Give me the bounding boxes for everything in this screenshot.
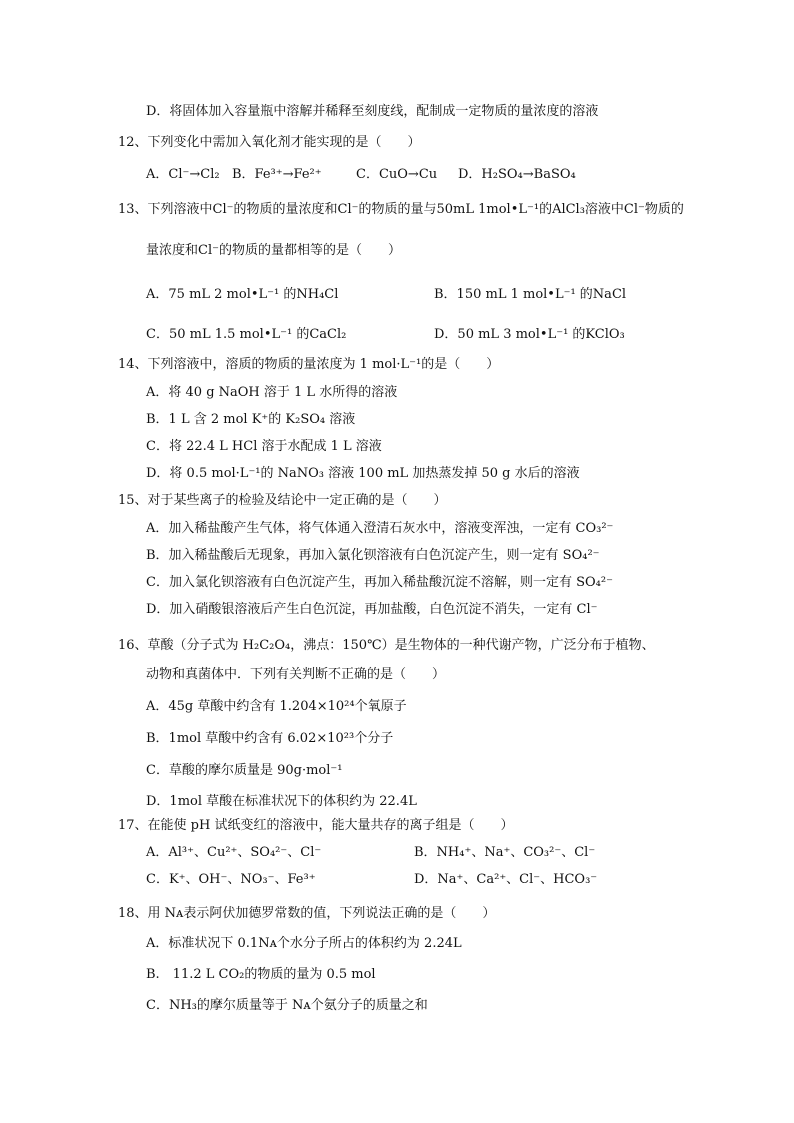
q17-option-d: D．Na⁺、Ca²⁺、Cl⁻、HCO₃⁻ [414,872,598,887]
q12-stem: 12、下列变化中需加入氧化剂才能实现的是（ ） [118,135,421,150]
q15-option-d: D．加入硝酸银溶液后产生白色沉淀，再加盐酸，白色沉淀不消失，一定有 Cl⁻ [146,602,598,617]
q17-options-row2 [146,871,597,889]
q12-option-a: A．Cl⁻→Cl₂ [146,167,220,182]
q15-option-a: A．加入稀盐酸产生气体，将气体通入澄清石灰水中，溶液变浑浊，一定有 CO₃²⁻ [146,521,614,536]
q13-option-b: B．150 mL 1 mol•L⁻¹ 的NaCl [434,287,627,302]
q18-option-c: C．NH₃的摩尔质量等于 Nᴀ个氨分子的质量之和 [146,998,428,1013]
q17-option-c: C．K⁺、OH⁻、NO₃⁻、Fe³⁺ [146,872,316,887]
q14-option-a: A．将 40 g NaOH 溶于 1 L 水所得的溶液 [146,385,398,400]
q13-option-c: C．50 mL 1.5 mol•L⁻¹ 的CaCl₂ [146,327,347,342]
q16-option-c: C．草酸的摩尔质量是 90g·mol⁻¹ [146,763,343,778]
q17-option-b: B．NH₄⁺、Na⁺、CO₃²⁻、Cl⁻ [414,845,596,860]
q14-stem: 14、下列溶液中，溶质的物质的量浓度为 1 mol·L⁻¹的是（ ） [118,357,500,372]
q13-option-a: A．75 mL 2 mol•L⁻¹ 的NH₄Cl [146,287,339,302]
q13-options-row1 [146,286,626,304]
q11-option-d: D．将固体加入容量瓶中溶解并稀释至刻度线，配制成一定物质的量浓度的溶液 [146,104,599,119]
q18-stem: 18、用 Nᴀ表示阿伏加德罗常数的值，下列说法正确的是（ ） [118,906,496,921]
q13-options-row2 [146,326,625,344]
q18-option-b: B. 11.2 L CO₂的物质的量为 0.5 mol [146,967,376,982]
q13-stem-line2: 量浓度和Cl⁻的物质的量都相等的是（ ） [146,243,401,258]
q12-option-c: C．CuO→Cu [356,167,438,182]
q12-option-d: D．H₂SO₄→BaSO₄ [458,167,576,182]
q18-option-a: A．标准状况下 0.1Nᴀ个水分子所占的体积约为 2.24L [146,936,462,951]
q14-option-b: B．1 L 含 2 mol K⁺的 K₂SO₄ 溶液 [146,412,356,427]
q17-stem: 17、在能使 pH 试纸变红的溶液中，能大量共存的离子组是（ ） [118,818,514,833]
q15-option-b: B．加入稀盐酸后无现象，再加入氯化钡溶液有白色沉淀产生，则一定有 SO₄²⁻ [146,548,600,563]
q15-stem: 15、对于某些离子的检验及结论中一定正确的是（ ） [118,493,447,508]
q16-stem-line1: 16、草酸（分子式为 H₂C₂O₄，沸点：150℃）是生物体的一种代谢产物，广泛分布于植物、 [118,638,655,653]
q12-options [146,166,576,184]
q14-option-c: C．将 22.4 L HCl 溶于水配成 1 L 溶液 [146,439,382,454]
q13-stem-line1: 13、下列溶液中Cl⁻的物质的量浓度和Cl⁻的物质的量与50mL 1mol•L⁻¹的AlCl₃溶液中Cl⁻物质的 [118,202,684,217]
q17-options-row1 [146,844,595,862]
q12-option-b: B．Fe³⁺→Fe²⁺ [232,167,322,182]
q14-option-d: D．将 0.5 mol·L⁻¹的 NaNO₃ 溶液 100 mL 加热蒸发掉 50 g 水后的溶液 [146,466,580,481]
q16-option-a: A．45g 草酸中约含有 1.204×10²⁴个氧原子 [146,699,407,714]
q16-option-d: D．1mol 草酸在标准状况下的体积约为 22.4L [146,794,417,809]
q13-option-d: D．50 mL 3 mol•L⁻¹ 的KClO₃ [434,327,625,342]
q17-option-a: A．Al³⁺、Cu²⁺、SO₄²⁻、Cl⁻ [146,845,322,860]
q16-stem-line2: 动物和真菌体中．下列有关判断不正确的是（ ） [146,667,446,682]
q15-option-c: C．加入氯化钡溶液有白色沉淀产生，再加入稀盐酸沉淀不溶解，则一定有 SO₄²⁻ [146,575,613,590]
q16-option-b: B．1mol 草酸中约含有 6.02×10²³个分子 [146,731,394,746]
